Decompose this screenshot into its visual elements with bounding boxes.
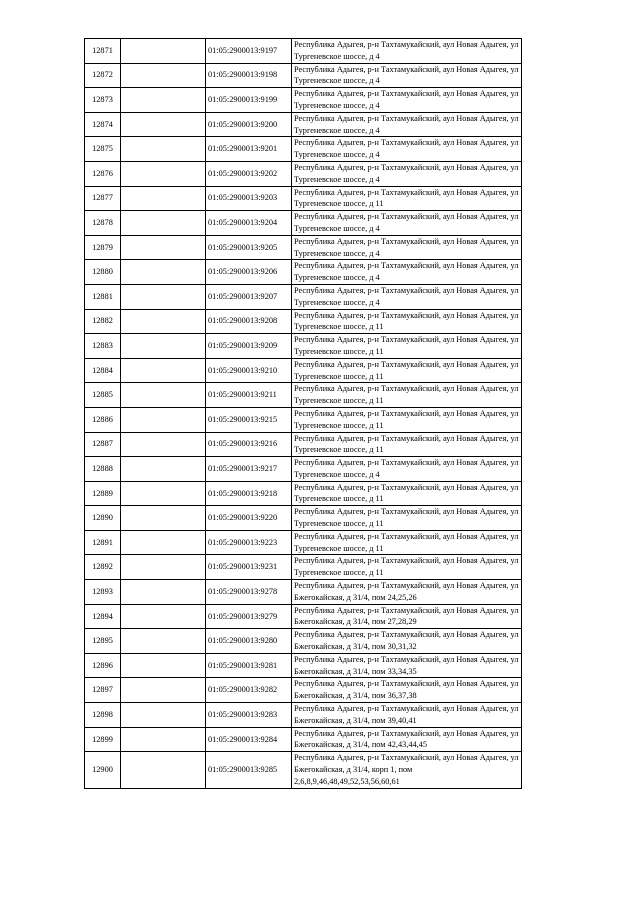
record-number-cell: 12891	[85, 530, 121, 555]
table-row	[85, 260, 522, 285]
cadastral-number-cell: 01:05:2900013:9204	[206, 211, 292, 236]
blank-cell	[121, 309, 206, 334]
address-cell: Республика Адыгея, р-н Тахтамукайский, аул Новая Адыгея, ул Бжегокайская, д 31/4, пом 27,28,29	[292, 604, 522, 629]
cadastral-number-cell: 01:05:2900013:9223	[206, 530, 292, 555]
cadastral-number-cell: 01:05:2900013:9198	[206, 63, 292, 88]
blank-cell	[121, 284, 206, 309]
blank-cell	[121, 506, 206, 531]
table-row	[85, 604, 522, 629]
blank-cell	[121, 457, 206, 482]
table-row	[85, 161, 522, 186]
blank-cell	[121, 653, 206, 678]
table-row	[85, 678, 522, 703]
address-cell: Республика Адыгея, р-н Тахтамукайский, аул Новая Адыгея, ул Тургеневское шоссе, д 11	[292, 309, 522, 334]
table-row	[85, 211, 522, 236]
cadastral-number-cell: 01:05:2900013:9278	[206, 580, 292, 605]
address-cell: Республика Адыгея, р-н Тахтамукайский, аул Новая Адыгея, ул Бжегокайская, д 31/4, пом 42,43,44,45	[292, 727, 522, 752]
record-number-cell: 12899	[85, 727, 121, 752]
cadastral-number-cell: 01:05:2900013:9231	[206, 555, 292, 580]
address-cell: Республика Адыгея, р-н Тахтамукайский, аул Новая Адыгея, ул Бжегокайская, д 31/4, пом 33,34,35	[292, 653, 522, 678]
address-cell: Республика Адыгея, р-н Тахтамукайский, аул Новая Адыгея, ул Тургеневское шоссе, д 11	[292, 555, 522, 580]
table-row	[85, 530, 522, 555]
property-registry-table	[84, 38, 522, 789]
table-row	[85, 284, 522, 309]
table-row	[85, 703, 522, 728]
address-cell: Республика Адыгея, р-н Тахтамукайский, аул Новая Адыгея, ул Тургеневское шоссе, д 4	[292, 112, 522, 137]
cadastral-number-cell: 01:05:2900013:9207	[206, 284, 292, 309]
table-row	[85, 186, 522, 211]
table-row	[85, 112, 522, 137]
cadastral-number-cell: 01:05:2900013:9215	[206, 407, 292, 432]
table-row	[85, 457, 522, 482]
record-number-cell: 12884	[85, 358, 121, 383]
table-row	[85, 752, 522, 788]
address-cell: Республика Адыгея, р-н Тахтамукайский, аул Новая Адыгея, ул Тургеневское шоссе, д 4	[292, 88, 522, 113]
blank-cell	[121, 530, 206, 555]
cadastral-number-cell: 01:05:2900013:9205	[206, 235, 292, 260]
blank-cell	[121, 112, 206, 137]
cadastral-number-cell: 01:05:2900013:9279	[206, 604, 292, 629]
cadastral-number-cell: 01:05:2900013:9200	[206, 112, 292, 137]
record-number-cell: 12886	[85, 407, 121, 432]
record-number-cell: 12871	[85, 39, 121, 64]
record-number-cell: 12898	[85, 703, 121, 728]
table-row	[85, 407, 522, 432]
blank-cell	[121, 235, 206, 260]
address-cell: Республика Адыгея, р-н Тахтамукайский, аул Новая Адыгея, ул Тургеневское шоссе, д 4	[292, 457, 522, 482]
cadastral-number-cell: 01:05:2900013:9216	[206, 432, 292, 457]
blank-cell	[121, 678, 206, 703]
blank-cell	[121, 432, 206, 457]
table-row	[85, 653, 522, 678]
address-cell: Республика Адыгея, р-н Тахтамукайский, аул Новая Адыгея, ул Тургеневское шоссе, д 4	[292, 63, 522, 88]
record-number-cell: 12890	[85, 506, 121, 531]
record-number-cell: 12875	[85, 137, 121, 162]
cadastral-number-cell: 01:05:2900013:9282	[206, 678, 292, 703]
address-cell: Республика Адыгея, р-н Тахтамукайский, аул Новая Адыгея, ул Тургеневское шоссе, д 4	[292, 235, 522, 260]
address-cell: Республика Адыгея, р-н Тахтамукайский, аул Новая Адыгея, ул Тургеневское шоссе, д 4	[292, 137, 522, 162]
table-row	[85, 334, 522, 359]
cadastral-number-cell: 01:05:2900013:9285	[206, 752, 292, 788]
record-number-cell: 12877	[85, 186, 121, 211]
table-row	[85, 88, 522, 113]
blank-cell	[121, 88, 206, 113]
blank-cell	[121, 137, 206, 162]
record-number-cell: 12879	[85, 235, 121, 260]
address-cell: Республика Адыгея, р-н Тахтамукайский, аул Новая Адыгея, ул Тургеневское шоссе, д 11	[292, 530, 522, 555]
table-row	[85, 39, 522, 64]
address-cell: Республика Адыгея, р-н Тахтамукайский, аул Новая Адыгея, ул Бжегокайская, д 31/4, корп 1, пом 2,6,8,9,46,48,49,52,53,56,60,61	[292, 752, 522, 788]
record-number-cell: 12888	[85, 457, 121, 482]
cadastral-number-cell: 01:05:2900013:9218	[206, 481, 292, 506]
cadastral-number-cell: 01:05:2900013:9210	[206, 358, 292, 383]
address-cell: Республика Адыгея, р-н Тахтамукайский, аул Новая Адыгея, ул Тургеневское шоссе, д 11	[292, 334, 522, 359]
cadastral-number-cell: 01:05:2900013:9284	[206, 727, 292, 752]
cadastral-number-cell: 01:05:2900013:9201	[206, 137, 292, 162]
address-cell: Республика Адыгея, р-н Тахтамукайский, аул Новая Адыгея, ул Тургеневское шоссе, д 4	[292, 211, 522, 236]
record-number-cell: 12892	[85, 555, 121, 580]
address-cell: Республика Адыгея, р-н Тахтамукайский, аул Новая Адыгея, ул Тургеневское шоссе, д 11	[292, 481, 522, 506]
table-row	[85, 309, 522, 334]
cadastral-number-cell: 01:05:2900013:9197	[206, 39, 292, 64]
address-cell: Республика Адыгея, р-н Тахтамукайский, аул Новая Адыгея, ул Тургеневское шоссе, д 4	[292, 39, 522, 64]
cadastral-number-cell: 01:05:2900013:9202	[206, 161, 292, 186]
table-row	[85, 481, 522, 506]
blank-cell	[121, 211, 206, 236]
blank-cell	[121, 481, 206, 506]
record-number-cell: 12881	[85, 284, 121, 309]
blank-cell	[121, 555, 206, 580]
record-number-cell: 12895	[85, 629, 121, 654]
record-number-cell: 12889	[85, 481, 121, 506]
blank-cell	[121, 407, 206, 432]
record-number-cell: 12876	[85, 161, 121, 186]
record-number-cell: 12896	[85, 653, 121, 678]
table-row	[85, 580, 522, 605]
record-number-cell: 12883	[85, 334, 121, 359]
cadastral-number-cell: 01:05:2900013:9280	[206, 629, 292, 654]
address-cell: Республика Адыгея, р-н Тахтамукайский, аул Новая Адыгея, ул Тургеневское шоссе, д 11	[292, 383, 522, 408]
address-cell: Республика Адыгея, р-н Тахтамукайский, аул Новая Адыгея, ул Тургеневское шоссе, д 11	[292, 358, 522, 383]
cadastral-number-cell: 01:05:2900013:9209	[206, 334, 292, 359]
table-row	[85, 432, 522, 457]
address-cell: Республика Адыгея, р-н Тахтамукайский, аул Новая Адыгея, ул Бжегокайская, д 31/4, пом 36,37,38	[292, 678, 522, 703]
blank-cell	[121, 63, 206, 88]
blank-cell	[121, 629, 206, 654]
blank-cell	[121, 727, 206, 752]
cadastral-number-cell: 01:05:2900013:9217	[206, 457, 292, 482]
blank-cell	[121, 383, 206, 408]
blank-cell	[121, 334, 206, 359]
cadastral-number-cell: 01:05:2900013:9203	[206, 186, 292, 211]
blank-cell	[121, 186, 206, 211]
record-number-cell: 12885	[85, 383, 121, 408]
table-row	[85, 727, 522, 752]
table-row	[85, 383, 522, 408]
cadastral-number-cell: 01:05:2900013:9281	[206, 653, 292, 678]
record-number-cell: 12880	[85, 260, 121, 285]
blank-cell	[121, 260, 206, 285]
cadastral-number-cell: 01:05:2900013:9206	[206, 260, 292, 285]
address-cell: Республика Адыгея, р-н Тахтамукайский, аул Новая Адыгея, ул Бжегокайская, д 31/4, пом 39,40,41	[292, 703, 522, 728]
record-number-cell: 12873	[85, 88, 121, 113]
blank-cell	[121, 703, 206, 728]
address-cell: Республика Адыгея, р-н Тахтамукайский, аул Новая Адыгея, ул Тургеневское шоссе, д 11	[292, 506, 522, 531]
record-number-cell: 12874	[85, 112, 121, 137]
table-row	[85, 629, 522, 654]
blank-cell	[121, 604, 206, 629]
table-row	[85, 506, 522, 531]
table-row	[85, 235, 522, 260]
record-number-cell: 12893	[85, 580, 121, 605]
table-row	[85, 63, 522, 88]
cadastral-number-cell: 01:05:2900013:9211	[206, 383, 292, 408]
address-cell: Республика Адыгея, р-н Тахтамукайский, аул Новая Адыгея, ул Тургеневское шоссе, д 4	[292, 161, 522, 186]
address-cell: Республика Адыгея, р-н Тахтамукайский, аул Новая Адыгея, ул Бжегокайская, д 31/4, пом 24,25,26	[292, 580, 522, 605]
cadastral-number-cell: 01:05:2900013:9208	[206, 309, 292, 334]
table-row	[85, 358, 522, 383]
record-number-cell: 12882	[85, 309, 121, 334]
record-number-cell: 12872	[85, 63, 121, 88]
blank-cell	[121, 752, 206, 788]
registry-table-body	[85, 39, 522, 789]
record-number-cell: 12887	[85, 432, 121, 457]
blank-cell	[121, 161, 206, 186]
address-cell: Республика Адыгея, р-н Тахтамукайский, аул Новая Адыгея, ул Бжегокайская, д 31/4, пом 30,31,32	[292, 629, 522, 654]
blank-cell	[121, 580, 206, 605]
cadastral-number-cell: 01:05:2900013:9283	[206, 703, 292, 728]
record-number-cell: 12878	[85, 211, 121, 236]
record-number-cell: 12897	[85, 678, 121, 703]
address-cell: Республика Адыгея, р-н Тахтамукайский, аул Новая Адыгея, ул Тургеневское шоссе, д 4	[292, 284, 522, 309]
table-row	[85, 137, 522, 162]
record-number-cell: 12894	[85, 604, 121, 629]
cadastral-number-cell: 01:05:2900013:9199	[206, 88, 292, 113]
blank-cell	[121, 39, 206, 64]
address-cell: Республика Адыгея, р-н Тахтамукайский, аул Новая Адыгея, ул Тургеневское шоссе, д 11	[292, 186, 522, 211]
address-cell: Республика Адыгея, р-н Тахтамукайский, аул Новая Адыгея, ул Тургеневское шоссе, д 4	[292, 260, 522, 285]
address-cell: Республика Адыгея, р-н Тахтамукайский, аул Новая Адыгея, ул Тургеневское шоссе, д 11	[292, 432, 522, 457]
address-cell: Республика Адыгея, р-н Тахтамукайский, аул Новая Адыгея, ул Тургеневское шоссе, д 11	[292, 407, 522, 432]
cadastral-number-cell: 01:05:2900013:9220	[206, 506, 292, 531]
record-number-cell: 12900	[85, 752, 121, 788]
blank-cell	[121, 358, 206, 383]
table-row	[85, 555, 522, 580]
